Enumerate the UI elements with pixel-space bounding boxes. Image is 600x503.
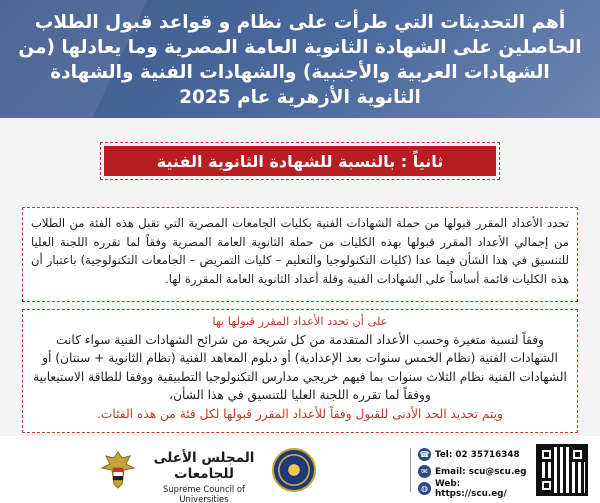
web-link[interactable]: Web: https://scu.eg/ bbox=[435, 478, 507, 499]
contact-tel bbox=[418, 447, 530, 462]
divider bbox=[410, 448, 411, 492]
section1-text: تحدد الأعداد المقرر قبولها من حملة الشهادات الفنية بكليات الجامعات المصرية التي تقبل هذه الفئة من الطلاب من إجمالي الأعداد المقرر قبولها بهذه الكليات من حملة الثانوية العامة المصرية وفقاً لما تقرره اللجنة العليا للتنسيق في هذا الشأن فيما عدا (كليات التكنولوجيا والتعليم – كليات التمريض – الجامعات التكنولوجية) باعتبار أن هذه الكليات قائمة أساساً على الشهادات الفنية وقلة أعداد الثانوية العامة المقررة لها. bbox=[31, 216, 569, 286]
council-name-en: Supreme Council of Universities bbox=[163, 484, 245, 503]
globe-icon: ◍ bbox=[418, 482, 431, 495]
qr-code[interactable] bbox=[536, 444, 588, 496]
tel-text: Tel: 02 35716348 bbox=[435, 449, 520, 460]
section2-body: وفقاً لنسبة متغيرة وحسب الأعداد المتقدمة من كل شريحة من شرائح الشهادات الفنية سواء كانت الشهادات الفنية (نظام الخمس سنوات بعد الإعدادية) أو دبلوم المعاهد الفنية (نظام الثانوية + سنتان) أو الشهادات الفنية نظام الثلاث سنوات بما فيهم خريجي مدارس التكنولوجيا التطبيقية ووفقا للطاقة الاستيعابية ووفقاً لما تقرره اللجنة العليا للتنسيق في هذا الشأن، bbox=[33, 332, 567, 403]
section2-box bbox=[22, 309, 578, 433]
qr-finder bbox=[539, 478, 554, 493]
qr-finder bbox=[570, 447, 585, 462]
council-name-ar: المجلس الأعلى للجامعات bbox=[153, 450, 255, 482]
scu-logo bbox=[272, 448, 316, 492]
egypt-eagle-emblem bbox=[98, 448, 138, 492]
email-text[interactable]: Email: scu@scu.eg bbox=[435, 466, 527, 477]
header-banner bbox=[0, 0, 600, 118]
section-banner: ثانياً : بالنسبة للشهادة الثانوية الفنية bbox=[104, 146, 496, 176]
mail-icon: ✉ bbox=[418, 465, 431, 478]
contact-web[interactable] bbox=[418, 478, 530, 499]
footer bbox=[0, 436, 600, 503]
section2-heading: على أن تحدد الأعداد المقرر قبولها بها bbox=[212, 314, 388, 328]
qr-finder bbox=[539, 447, 554, 462]
page-title: أهم التحديثات التي طرأت على نظام و قواعد قبول الطلاب الحاصلين على الشهادة الثانوية العامة المصرية وما يعادلها (من الشهادات العربية والأجنبية) والشهادات الفنية والشهادة الثانوية الأزهرية عام 2025 bbox=[18, 12, 582, 108]
section1-box bbox=[22, 207, 578, 302]
contact-info bbox=[418, 447, 530, 498]
phone-icon: ☎ bbox=[419, 450, 430, 459]
section2-closing: ويتم تحديد الحد الأدنى للقبول وفقاً للأعداد المقرر قبولها لكل فئة من هذه الفئات. bbox=[97, 406, 503, 421]
contact-email[interactable] bbox=[418, 464, 530, 479]
council-name bbox=[142, 450, 266, 503]
section-banner-frame bbox=[100, 142, 500, 180]
